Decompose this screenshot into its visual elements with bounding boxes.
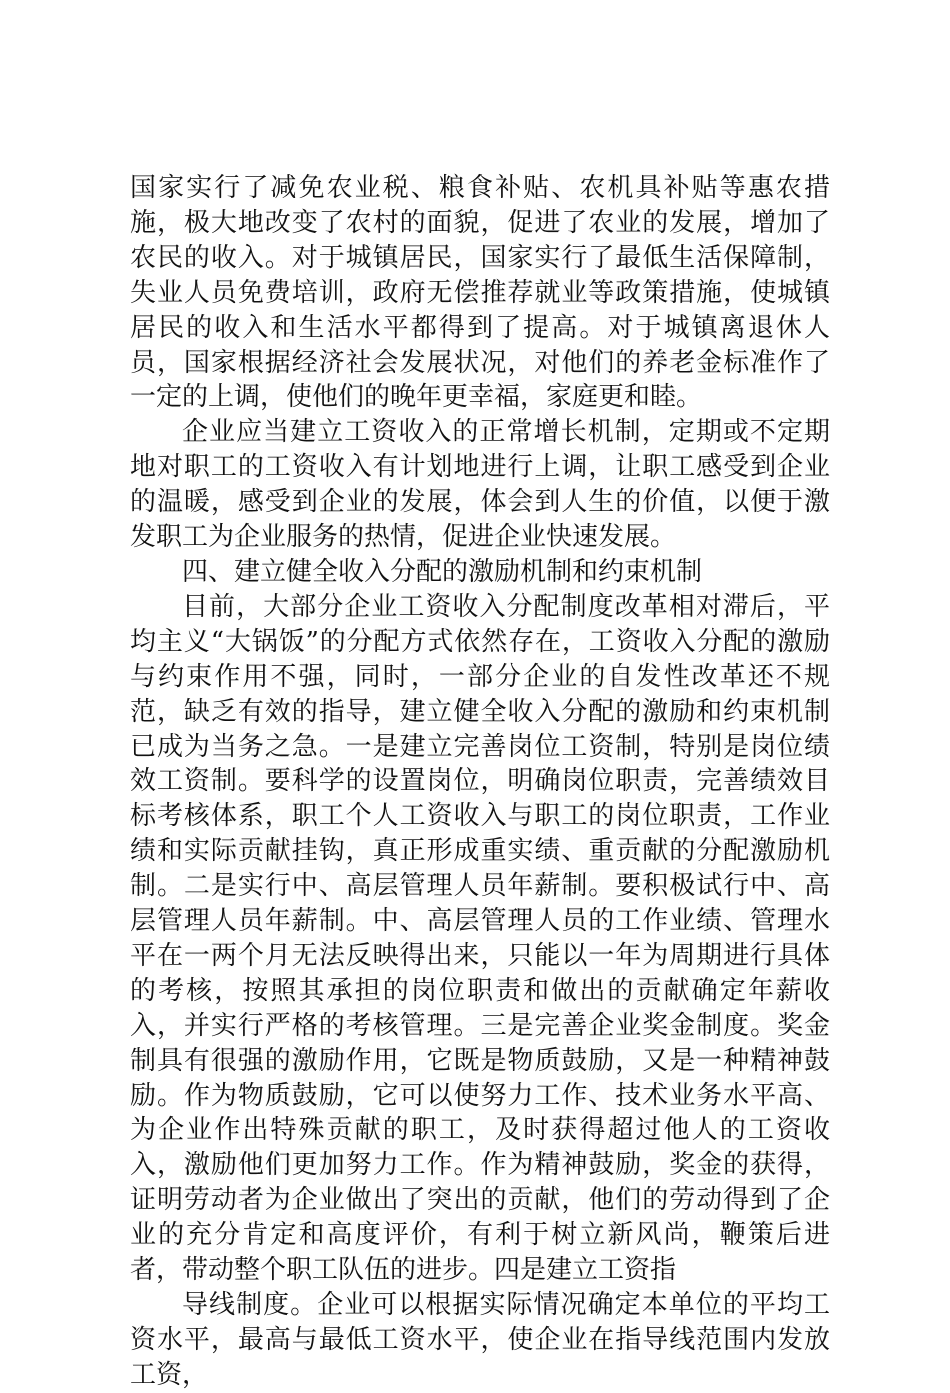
paragraph-4: 导线制度。企业可以根据实际情况确定本单位的平均工资水平，最高与最低工资水平，使企业在指导线范围内发放工资， — [130, 1290, 830, 1390]
paragraph-1: 国家实行了减免农业税、粮食补贴、农机具补贴等惠农措施，极大地改变了农村的面貌，促进了农业的发展，增加了农民的收入。对于城镇居民，国家实行了最低生活保障制，失业人员免费培训，政府无偿推荐就业等政策措施，使城镇居民的收入和生活水平都得到了提高。对于城镇离退休人员，国家根据经济社会发展状况，对他们的养老金标准作了一定的上调，使他们的晚年更幸福，家庭更和睦。 — [130, 173, 830, 413]
paragraph-2: 企业应当建立工资收入的正常增长机制，定期或不定期地对职工的工资收入有计划地进行上调，让职工感受到企业的温暖，感受到企业的发展，体会到人生的价值，以便于激发职工为企业服务的热情，促进企业快速发展。 — [130, 417, 830, 553]
paragraph-3: 目前，大部分企业工资收入分配制度改革相对滞后，平均主义“大锅饭”的分配方式依然存在，工资收入分配的激励与约束作用不强，同时，一部分企业的自发性改革还不规范，缺乏有效的指导，建立健全收入分配的激励和约束机制已成为当务之急。一是建立完善岗位工资制，特别是岗位绩效工资制。要科学的设置岗位，明确岗位职责，完善绩效目标考核体系，职工个人工资收入与职工的岗位职责，工作业绩和实际贡献挂钩，真正形成重实绩、重贡献的分配激励机制。二是实行中、高层管理人员年薪制。要积极试行中、高层管理人员年薪制。中、高层管理人员的工作业绩、管理水平在一两个月无法反映得出来，只能以一年为周期进行具体的考核，按照其承担的岗位职责和做出的贡献确定年薪收入，并实行严格的考核管理。三是完善企业奖金制度。奖金制具有很强的激励作用，它既是物质鼓励，又是一种精神鼓励。作为物质鼓励，它可以使努力工作、技术业务水平高、为企业作出特殊贡献的职工，及时获得超过他人的工资收入，激励他们更加努力工作。作为精神鼓励，奖金的获得，证明劳动者为企业做出了突出的贡献，他们的劳动得到了企业的充分肯定和高度评价，有利于树立新风尚，鞭策后进者，带动整个职工队伍的进步。四是建立工资指 — [130, 591, 830, 1286]
body-text — [130, 171, 830, 1393]
section-heading: 四、建立健全收入分配的激励机制和约束机制 — [182, 556, 703, 587]
